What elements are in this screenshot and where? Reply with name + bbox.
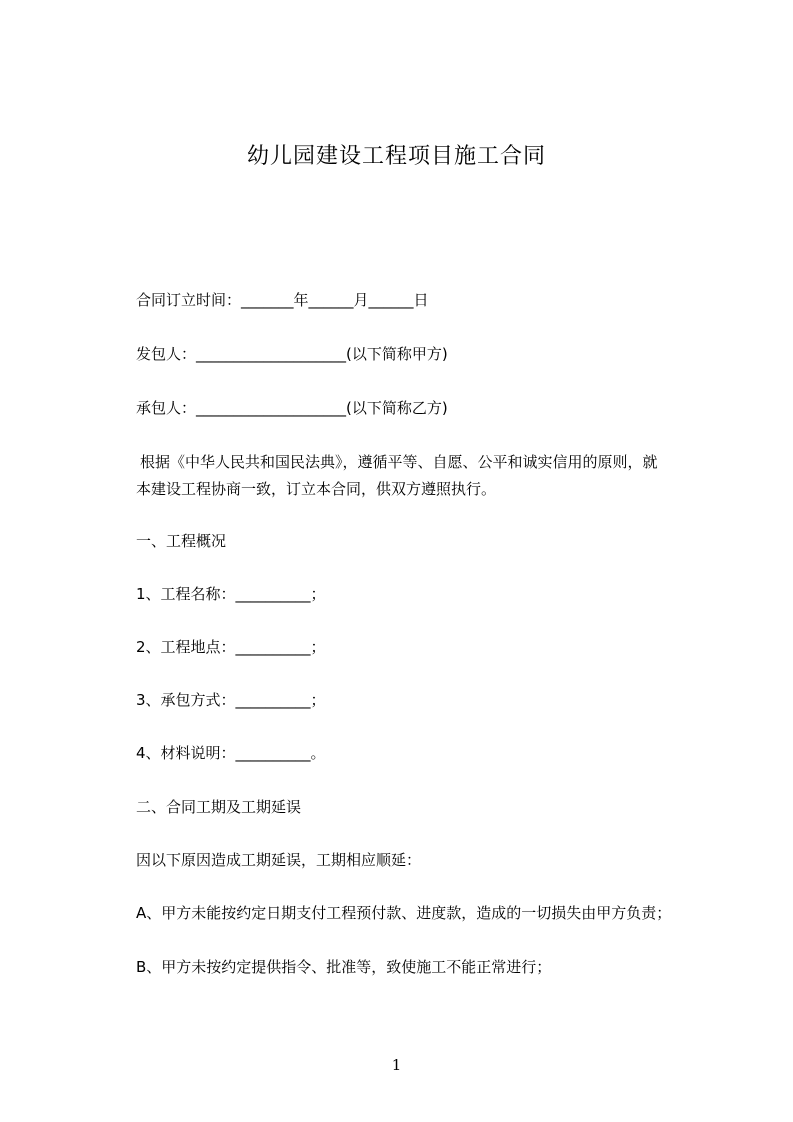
delay-intro-line: 因以下原因造成工期延误，工期相应顺延： bbox=[136, 851, 422, 869]
section-1-heading: 一、工程概况 bbox=[136, 532, 227, 550]
item-project-name: 1、工程名称：__________； bbox=[136, 585, 326, 603]
delay-clause-b: B、甲方未按约定提供指令、批准等，致使施工不能正常进行； bbox=[136, 958, 552, 976]
document-title: 幼儿园建设工程项目施工合同 bbox=[246, 144, 546, 169]
employer-line: 发包人：____________________(以下简称甲方) bbox=[136, 345, 448, 363]
intro-line-1: 根据《中华人民共和国民法典》，遵循平等、自愿、公平和诚实信用的原则，就 bbox=[140, 453, 658, 471]
item-material-description: 4、材料说明：__________。 bbox=[136, 744, 326, 762]
intro-line-2: 本建设工程协商一致，订立本合同，供双方遵照执行。 bbox=[136, 480, 497, 498]
item-project-location: 2、工程地点：__________； bbox=[136, 638, 326, 656]
item-contract-method: 3、承包方式：__________； bbox=[136, 691, 326, 709]
intro-paragraph bbox=[136, 449, 704, 503]
delay-clause-a: A、甲方未能按约定日期支付工程预付款、进度款，造成的一切损失由甲方负责； bbox=[136, 904, 672, 922]
contract-date-line: 合同订立时间：_______年______月______日 bbox=[136, 291, 429, 309]
contractor-line: 承包人：____________________(以下简称乙方) bbox=[136, 399, 448, 417]
page-number: 1 bbox=[391, 1056, 402, 1074]
section-2-heading: 二、合同工期及工期延误 bbox=[136, 798, 302, 816]
